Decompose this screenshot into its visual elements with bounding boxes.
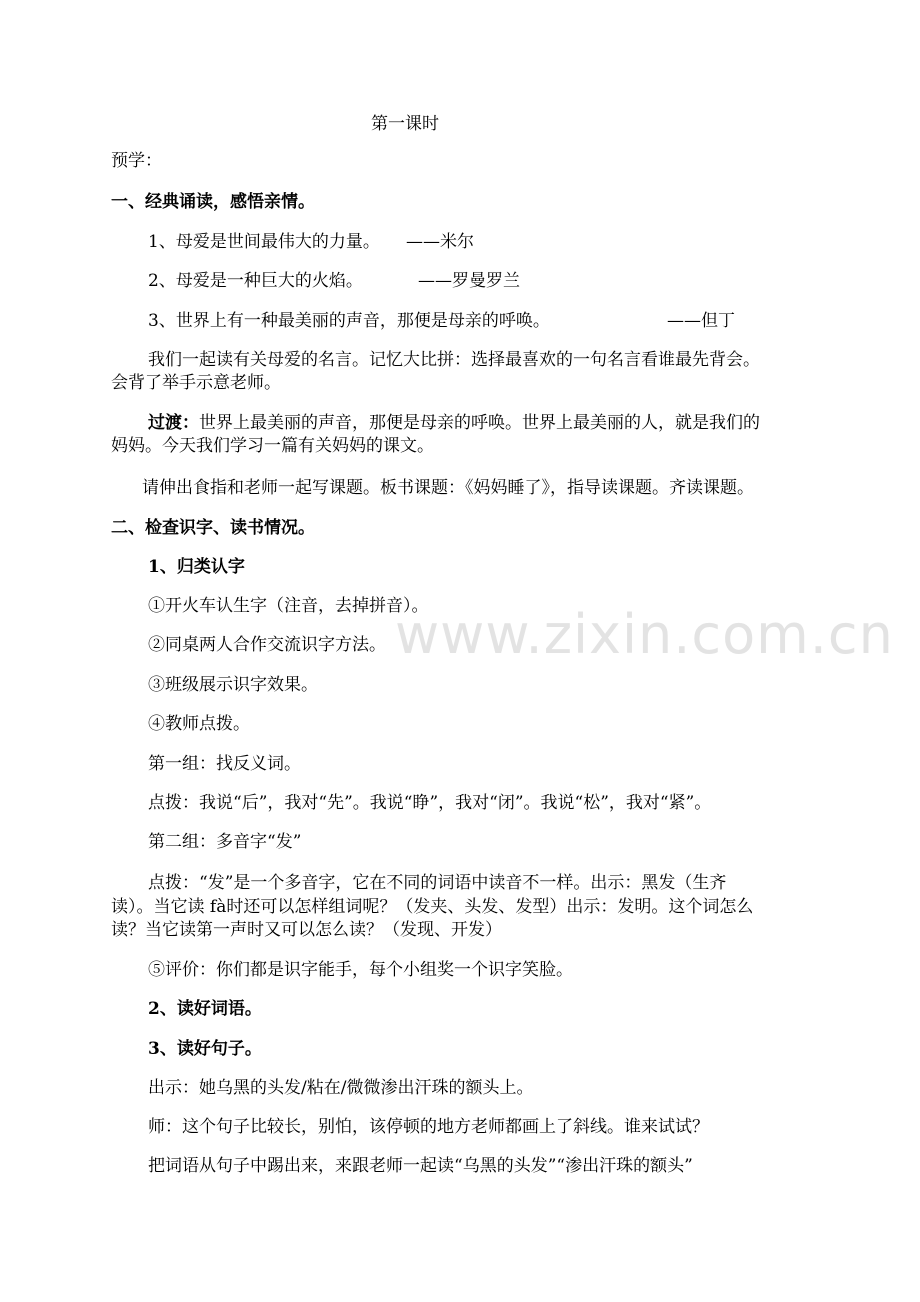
last-line: 把词语从句子中踢出来，来跟老师一起读“乌黑的头发”“渗出汗珠的额头” (148, 1156, 693, 1176)
section1-heading: 一、经典诵读，感悟亲情。 (111, 192, 315, 212)
quote-3-text: 3、世界上有一种最美丽的声音，那便是母亲的呼唤。 (148, 311, 550, 331)
section2-heading: 二、检查识字、读书情况。 (111, 518, 315, 538)
quote-1-text: 1、母爱是世间最伟大的力量。 (148, 232, 380, 252)
paragraph-1-line-2: 会背了举手示意老师。 (111, 373, 281, 393)
hint-2-line-3: 读？当它读第一声时又可以怎么读？（发现、开发） (111, 920, 502, 940)
hint-2-line-2: 读）。当它读 fà时还可以怎样组词呢？（发夹、头发、发型）出示：发明。这个词怎么 (111, 897, 754, 917)
quote-2-author: ——罗曼罗兰 (418, 271, 520, 291)
quote-2-text: 2、母爱是一种巨大的火焰。 (148, 271, 363, 291)
step-1: ①开火车认生字（注音，去掉拼音）。 (148, 596, 429, 616)
hint-1: 点拨：我说“后”，我对“先”。我说“睁”，我对“闭”。我说“松”，我对“紧”。 (148, 793, 712, 813)
teacher-line: 师：这个句子比较长，别怕，该停顿的地方老师都画上了斜线。谁来试试？ (148, 1117, 709, 1137)
paragraph-1-line-1: 我们一起读有关母爱的名言。记忆大比拼：选择最喜欢的一句名言看谁最先背会。 (148, 350, 760, 370)
step-3: ③班级展示识字效果。 (148, 675, 318, 695)
transition-text: 世界上最美丽的声音，那便是母亲的呼唤。世界上最美丽的人，就是我们的 (199, 413, 760, 433)
prelearn-label: 预学： (111, 151, 162, 171)
step-2: ②同桌两人合作交流识字方法。 (148, 635, 386, 655)
step-4: ④教师点拨。 (148, 714, 250, 734)
group-1-label: 第一组：找反义词。 (148, 754, 301, 774)
watermark: www.zixin.com.cn (395, 603, 894, 666)
write-title-instruction: 请伸出食指和老师一起写课题。板书课题：《妈妈睡了》，指导读课题。齐读课题。 (142, 478, 754, 498)
page-title: 第一课时 (371, 114, 439, 134)
transition-line-2: 妈妈。今天我们学习一篇有关妈妈的课文。 (111, 436, 434, 456)
quote-3-author: ——但丁 (667, 311, 735, 331)
subheading-read-sentences: 3、读好句子。 (148, 1039, 262, 1059)
group-2-label: 第二组：多音字“发” (148, 832, 302, 852)
transition-label: 过渡： (148, 413, 199, 433)
quote-1-author: ——米尔 (406, 232, 474, 252)
transition-line-1 (148, 412, 760, 434)
show-sentence: 出示：她乌黑的头发/粘在/微微渗出汗珠的额头上。 (148, 1078, 534, 1098)
subheading-classify-characters: 1、归类认字 (148, 557, 245, 577)
subheading-read-words: 2、读好词语。 (148, 999, 262, 1019)
hint-2-line-1: 点拨：“发”是一个多音字，它在不同的词语中读音不一样。出示：黑发（生齐 (148, 873, 727, 893)
evaluation-line: ⑤评价：你们都是识字能手，每个小组奖一个识字笑脸。 (148, 960, 573, 980)
